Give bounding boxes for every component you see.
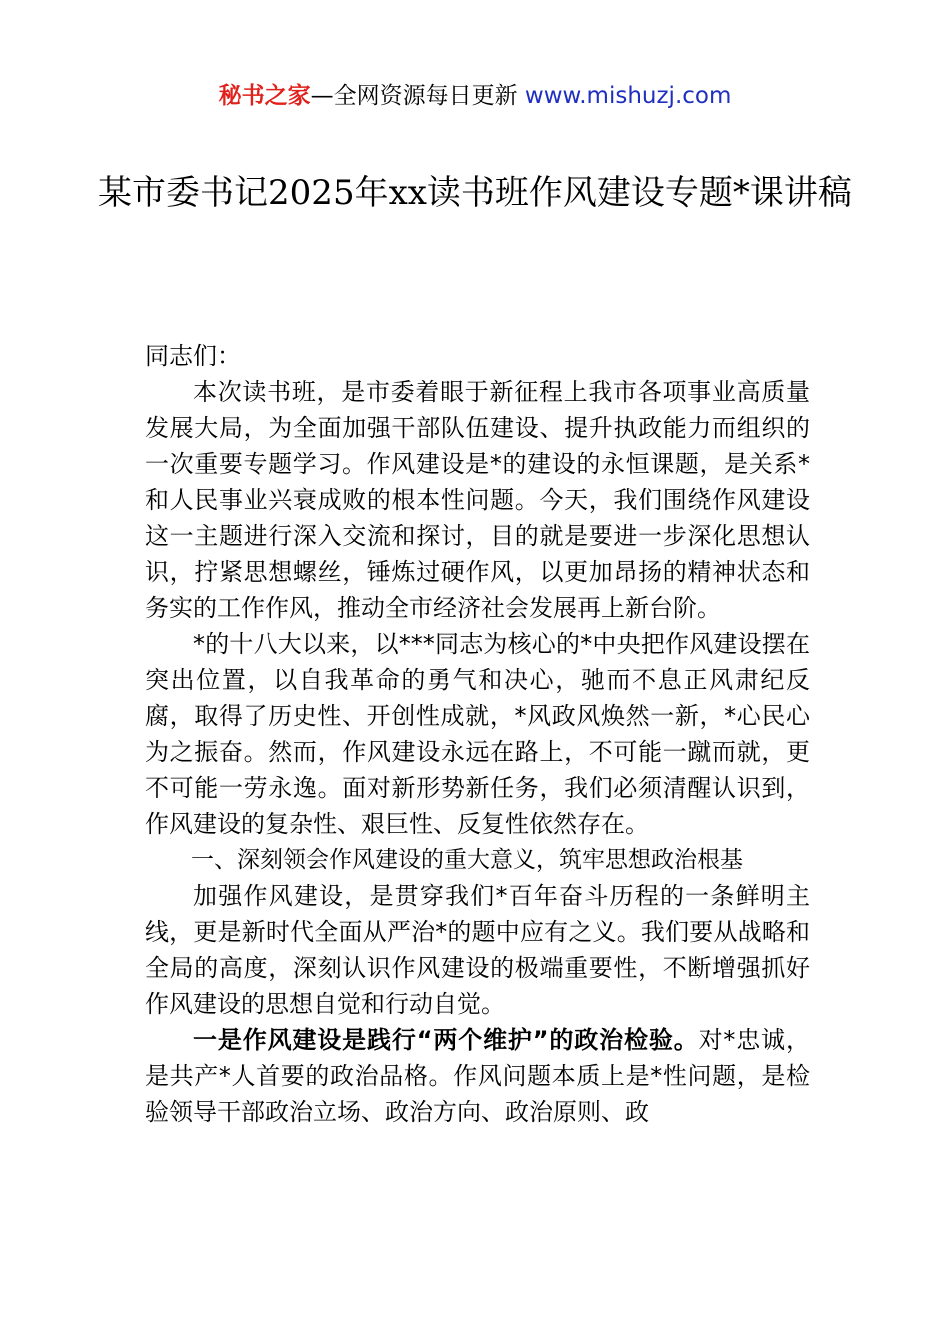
paragraph-point-one (145, 1022, 810, 1130)
site-slogan: —全网资源每日更新 (310, 83, 525, 109)
point-text: 对*忠诚，是共产*人首要的政治品格。作风问题本质上是*性问题，是检验领导干部政治立场、政治方向、政治原则、政 (145, 1026, 811, 1126)
document-title: 某市委书记2025年xx读书班作风建设专题*课讲稿 (98, 173, 852, 213)
point-lead: 一是作风建设是践行“两个维护”的政治检验。 (193, 1026, 699, 1054)
paragraph-intro: 本次读书班，是市委着眼于新征程上我市各项事业高质量发展大局，为全面加强干部队伍建设、提升执政能力而组织的一次重要专题学习。作风建设是*的建设的永恒课题，是关系*和人民事业兴衰成败的根本性问题。今天，我们围绕作风建设这一主题进行深入交流和探讨，目的就是要进一步深化思想认识，拧紧思想螺丝，锤炼过硬作风，以更加昂扬的精神状态和务实的工作作风，推动全市经济社会发展再上新台阶。 (145, 378, 810, 622)
site-header (0, 80, 950, 112)
paragraph-section: 加强作风建设，是贯穿我们*百年奋斗历程的一条鲜明主线，更是新时代全面从严治*的题中应有之义。我们要从战略和全局的高度，深刻认识作风建设的极端重要性，不断增强抓好作风建设的思想自觉和行动自觉。 (145, 882, 810, 1018)
document-body (145, 338, 810, 1130)
site-brand: 秘书之家 (218, 83, 311, 109)
paragraph-background: *的十八大以来，以***同志为核心的*中央把作风建设摆在突出位置，以自我革命的勇气和决心，驰而不息正风肃纪反腐，取得了历史性、开创性成就，*风政风焕然一新，*心民心为之振奋。然而，作风建设永远在路上，不可能一蹴而就，更不可能一劳永逸。面对新形势新任务，我们必须清醒认识到，作风建设的复杂性、艰巨性、反复性依然存在。 (145, 630, 810, 838)
site-url-link[interactable]: www.mishuzj.com (524, 83, 732, 109)
salutation: 同志们： (145, 342, 241, 370)
section-heading: 一、深刻领会作风建设的重大意义，筑牢思想政治根基 (191, 847, 743, 873)
